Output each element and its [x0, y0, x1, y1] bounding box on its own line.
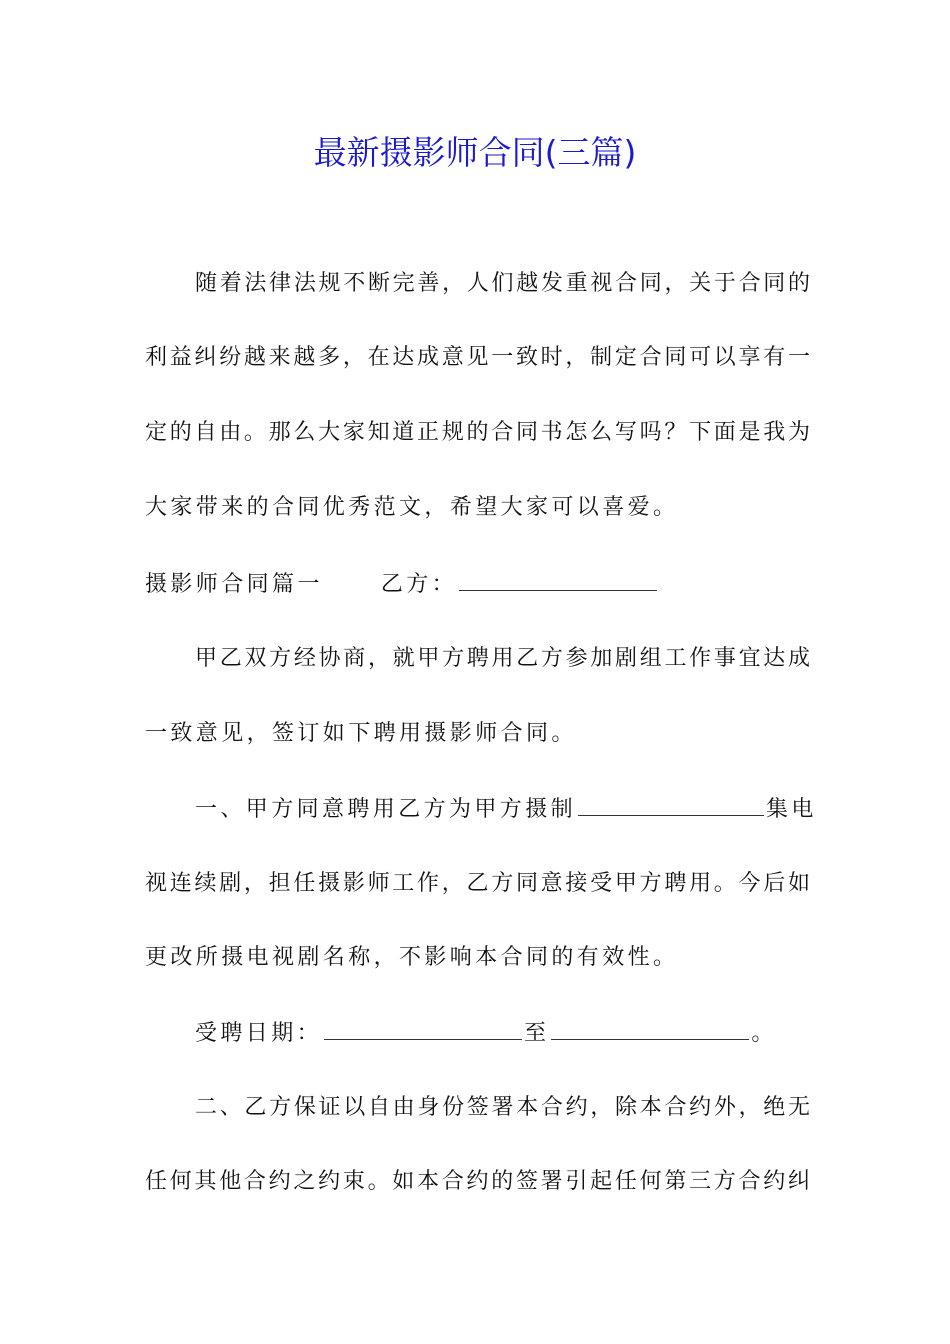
- section-label: 摄影师合同篇一: [145, 572, 323, 597]
- party-b-label: 乙方：: [380, 572, 458, 597]
- hire-date-to: 至: [524, 1021, 550, 1046]
- paragraph-line: 定的自由。那么大家知道正规的合同书怎么写吗？下面是我为: [145, 420, 810, 445]
- paragraph-line: 任何其他合约之约束。如本合约的签署引起任何第三方合约纠: [145, 1169, 810, 1194]
- hire-date-label: 受聘日期：: [195, 1021, 323, 1046]
- section-header: [145, 564, 810, 604]
- paragraph-line: 一致意见，签订如下聘用摄影师合同。: [145, 721, 577, 746]
- paragraph-line: 随着法律法规不断完善，人们越发重视合同，关于合同的: [195, 271, 810, 296]
- clause-one-line: [195, 789, 817, 829]
- paragraph-line: 甲乙双方经协商，就甲方聘用乙方参加剧组工作事宜达成: [195, 646, 810, 671]
- clause-one-suffix: 集电: [766, 797, 817, 822]
- paragraph-line: 二、乙方保证以自由身份签署本合约，除本合约外，绝无: [195, 1095, 810, 1120]
- episodes-blank[interactable]: [578, 789, 764, 816]
- document-title: 最新摄影师合同(三篇): [313, 133, 637, 172]
- paragraph-line: 视连续剧，担任摄影师工作，乙方同意接受甲方聘用。今后如: [145, 871, 810, 896]
- end-date-blank[interactable]: [551, 1013, 749, 1040]
- hire-date-end: 。: [751, 1021, 777, 1046]
- paragraph-line: 更改所摄电视剧名称，不影响本合同的有效性。: [145, 945, 679, 970]
- clause-one-text: 一、甲方同意聘用乙方为甲方摄制: [195, 797, 577, 822]
- paragraph-line: 利益纠纷越来越多，在达成意见一致时，制定合同可以享有一: [145, 345, 810, 370]
- start-date-blank[interactable]: [324, 1013, 522, 1040]
- paragraph-line: 大家带来的合同优秀范文，希望大家可以喜爱。: [145, 495, 679, 520]
- party-b-blank[interactable]: [459, 564, 657, 591]
- hire-date-line: [195, 1013, 810, 1053]
